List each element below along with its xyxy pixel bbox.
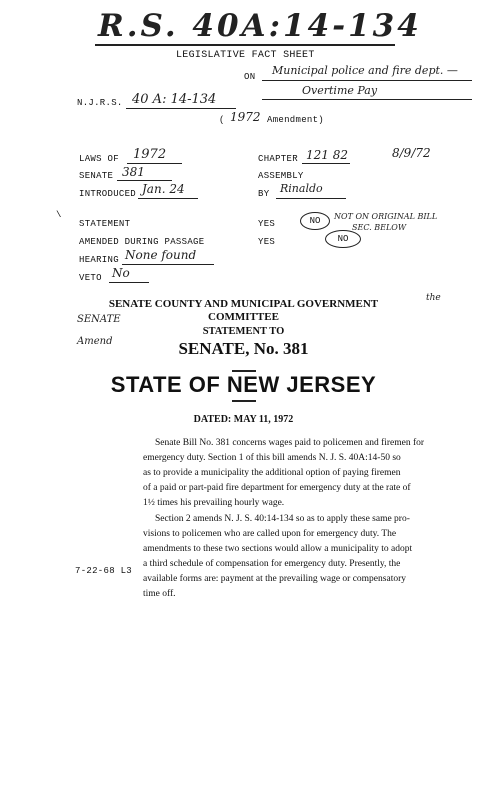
senate-label: SENATE (79, 171, 114, 181)
paragraph-1-line: as to provide a municipality the additional option of paying firemen (143, 468, 401, 478)
paragraph-2-line: a third schedule of compensation for emergency duty. Presently, the (143, 559, 401, 569)
header-underline (95, 44, 395, 46)
paragraph-1-line: emergency duty. Section 1 of this bill amends N. J. S. 40A:14-50 so (143, 453, 401, 463)
side-note-line2: Amend (77, 336, 113, 347)
statement-yes: YES (258, 219, 276, 229)
statement-note-line1: NOT ON ORIGINAL BILL (334, 212, 438, 221)
laws-label: LAWS OF (79, 154, 119, 164)
introduced-value: Jan. 24 (142, 182, 185, 196)
hearing-value: None found (125, 248, 197, 262)
amended-label: AMENDED DURING PASSAGE (79, 237, 205, 247)
margin-note: the (426, 293, 441, 303)
veto-label: VETO (79, 273, 102, 283)
veto-value: No (112, 266, 130, 280)
amended-no-circle: NO (325, 230, 361, 248)
amendment-year: 1972 (230, 110, 261, 124)
footer-code: 7-22-68 L3 (75, 566, 133, 576)
on-value-line2: Overtime Pay (302, 84, 378, 97)
paragraph-2-line: visions to policemen who are called upon for emergency duty. The (143, 529, 397, 539)
statement-note-line2: SEC. BELOW (352, 223, 407, 232)
dated-line: DATED: MAY 11, 1972 (193, 414, 294, 425)
chapter-date: 8/9/72 (392, 146, 431, 160)
statement-label: STATEMENT (79, 219, 131, 229)
senate-value: 381 (122, 165, 145, 179)
amended-yes: YES (258, 237, 276, 247)
paragraph-1-line: of a paid or part-paid fire department for emergency duty at the rate of (143, 483, 411, 493)
veto-underline (109, 282, 149, 283)
paragraph-2-line: Section 2 amends N. J. S. 40:14-134 so as to apply these same pro- (155, 514, 410, 524)
laws-value: 1972 (133, 147, 167, 162)
njrs-underline (126, 108, 236, 109)
chapter-underline (302, 163, 350, 164)
introduced-underline (138, 198, 198, 199)
amendment-label: Amendment) (267, 115, 325, 125)
paragraph-2-line: amendments to these two sections would allow a municipality to adopt (143, 544, 413, 554)
margin-tick: \ (56, 210, 62, 220)
senate-underline (117, 180, 172, 181)
handwritten-statute-code: R.S. 40A:14-134 (98, 8, 422, 44)
on-underline-2 (262, 99, 472, 100)
introduced-label: INTRODUCED (79, 189, 137, 199)
committee-title-line1: SENATE COUNTY AND MUNICIPAL GOVERNMENT (108, 298, 379, 310)
by-label: BY (258, 189, 270, 199)
paragraph-2-line: available forms are: payment at the prevailing wage or compensatory (143, 574, 406, 584)
by-underline (276, 198, 346, 199)
hearing-label: HEARING (79, 255, 119, 265)
on-label: ON (244, 72, 256, 82)
laws-underline (127, 163, 182, 164)
state-divider (232, 400, 256, 402)
on-underline (262, 80, 472, 81)
chapter-label: CHAPTER (258, 154, 298, 164)
committee-title-line2: COMMITTEE (208, 311, 279, 323)
by-value: Rinaldo (280, 182, 323, 195)
paragraph-1-line: 1½ times his prevailing hourly wage. (143, 498, 285, 508)
assembly-label: ASSEMBLY (258, 171, 304, 181)
paragraph-2 (143, 512, 412, 602)
njrs-value: 40 A: 14-134 (132, 92, 217, 107)
paragraph-1-line: Senate Bill No. 381 concerns wages paid to policemen and firemen for (155, 438, 425, 448)
chapter-value: 121 82 (306, 148, 348, 162)
amendment-open: ( (219, 115, 225, 125)
bill-title: SENATE, No. 381 (178, 339, 309, 358)
njrs-label: N.J.R.S. (77, 98, 123, 108)
statement-no-circle: NO (300, 212, 330, 230)
fact-sheet-title: LEGISLATIVE FACT SHEET (176, 50, 315, 61)
on-value-line1: Municipal police and fire dept. — (272, 64, 458, 77)
state-title: STATE OF NEW JERSEY (110, 372, 377, 397)
hearing-underline (122, 264, 214, 265)
statement-to-heading: STATEMENT TO (202, 326, 285, 337)
paragraph-2-line: time off. (143, 589, 176, 599)
paragraph-1 (143, 436, 424, 511)
side-note-line1: SENATE (77, 314, 121, 325)
